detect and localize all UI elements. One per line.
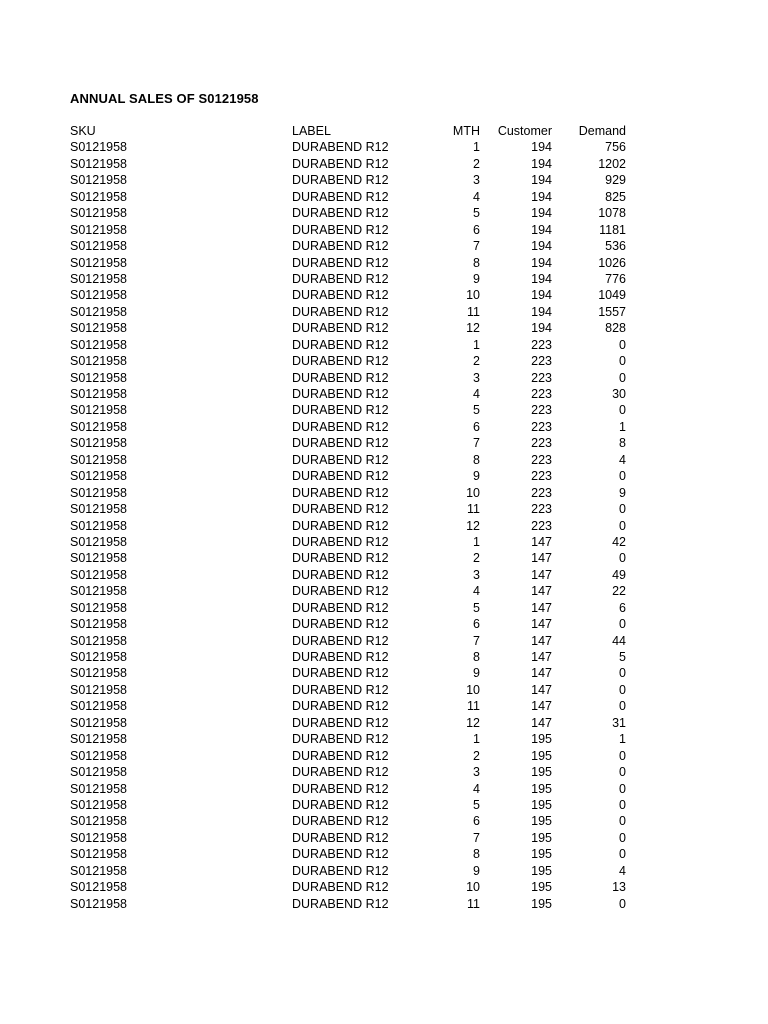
cell-label: DURABEND R12 (292, 880, 389, 895)
cell-sku: S0121958 (70, 896, 128, 911)
cell-sku: S0121958 (70, 354, 128, 369)
table-row (70, 896, 630, 912)
cell-label: DURABEND R12 (292, 173, 389, 188)
cell-sku: S0121958 (70, 140, 128, 155)
cell-demand: 9 (619, 485, 626, 500)
cell-mth: 5 (473, 797, 480, 812)
cell-label: DURABEND R12 (292, 699, 389, 714)
cell-customer: 223 (531, 452, 552, 467)
cell-demand: 0 (619, 518, 626, 533)
cell-mth: 1 (473, 140, 480, 155)
table-row (70, 813, 630, 829)
cell-demand: 4 (619, 452, 626, 467)
cell-sku: S0121958 (70, 206, 128, 221)
cell-label: DURABEND R12 (292, 255, 389, 270)
cell-customer: 195 (531, 847, 552, 862)
table-row (70, 238, 630, 254)
cell-customer: 195 (531, 863, 552, 878)
cell-label: DURABEND R12 (292, 748, 389, 763)
cell-sku: S0121958 (70, 682, 128, 697)
cell-customer: 147 (531, 682, 552, 697)
cell-label: DURABEND R12 (292, 239, 389, 254)
cell-label: DURABEND R12 (292, 863, 389, 878)
cell-label: DURABEND R12 (292, 518, 389, 533)
cell-demand: 0 (619, 699, 626, 714)
cell-mth: 5 (473, 403, 480, 418)
cell-mth: 5 (473, 600, 480, 615)
cell-sku: S0121958 (70, 452, 128, 467)
cell-mth: 4 (473, 189, 480, 204)
table-row (70, 304, 630, 320)
table-body (70, 139, 630, 912)
table-header (70, 123, 630, 139)
cell-mth: 4 (473, 584, 480, 599)
cell-sku: S0121958 (70, 288, 128, 303)
cell-demand: 0 (619, 682, 626, 697)
cell-sku: S0121958 (70, 173, 128, 188)
cell-customer: 195 (531, 797, 552, 812)
cell-mth: 10 (466, 288, 480, 303)
cell-customer: 195 (531, 896, 552, 911)
cell-label: DURABEND R12 (292, 189, 389, 204)
cell-demand: 0 (619, 748, 626, 763)
cell-sku: S0121958 (70, 650, 128, 664)
cell-customer: 194 (531, 140, 552, 155)
cell-mth: 10 (466, 880, 480, 895)
cell-customer: 195 (531, 814, 552, 829)
table-row (70, 534, 630, 550)
cell-customer: 223 (531, 370, 552, 385)
cell-sku: S0121958 (70, 469, 128, 484)
table-row (70, 485, 630, 501)
cell-mth: 8 (473, 452, 480, 467)
cell-demand: 22 (612, 584, 626, 599)
cell-customer: 223 (531, 337, 552, 352)
cell-customer: 194 (531, 156, 552, 171)
cell-demand: 1202 (598, 156, 626, 171)
table-row (70, 764, 630, 780)
cell-sku: S0121958 (70, 847, 128, 862)
table-row (70, 337, 630, 353)
table-row (70, 172, 630, 188)
cell-demand: 0 (619, 354, 626, 369)
cell-sku: S0121958 (70, 765, 128, 780)
table-row (70, 649, 630, 665)
cell-demand: 0 (619, 830, 626, 845)
cell-sku: S0121958 (70, 584, 128, 599)
cell-demand: 30 (612, 387, 626, 401)
cell-customer: 195 (531, 748, 552, 763)
cell-sku: S0121958 (70, 617, 128, 632)
cell-label: DURABEND R12 (292, 206, 389, 221)
cell-demand: 0 (619, 666, 626, 681)
cell-demand: 1026 (598, 255, 626, 270)
cell-label: DURABEND R12 (292, 584, 389, 599)
cell-demand: 6 (619, 600, 626, 615)
cell-label: DURABEND R12 (292, 666, 389, 681)
table-row (70, 715, 630, 731)
cell-label: DURABEND R12 (292, 502, 389, 517)
cell-label: DURABEND R12 (292, 403, 389, 418)
cell-demand: 0 (619, 551, 626, 566)
table-row (70, 797, 630, 813)
cell-label: DURABEND R12 (292, 485, 389, 500)
cell-sku: S0121958 (70, 387, 128, 401)
cell-customer: 195 (531, 765, 552, 780)
table-row (70, 731, 630, 747)
cell-mth: 1 (473, 337, 480, 352)
table-row (70, 222, 630, 238)
cell-demand: 42 (612, 534, 626, 549)
cell-mth: 6 (473, 617, 480, 632)
cell-mth: 7 (473, 436, 480, 451)
cell-customer: 147 (531, 715, 552, 730)
cell-mth: 7 (473, 239, 480, 254)
cell-customer: 223 (531, 436, 552, 451)
cell-label: DURABEND R12 (292, 551, 389, 566)
cell-label: DURABEND R12 (292, 847, 389, 862)
table-row (70, 370, 630, 386)
cell-customer: 195 (531, 781, 552, 796)
cell-customer: 194 (531, 173, 552, 188)
cell-customer: 195 (531, 880, 552, 895)
cell-customer: 194 (531, 239, 552, 254)
cell-demand: 0 (619, 847, 626, 862)
cell-mth: 6 (473, 814, 480, 829)
table-row (70, 205, 630, 221)
cell-mth: 11 (467, 896, 480, 911)
table-row (70, 698, 630, 714)
cell-sku: S0121958 (70, 715, 128, 730)
cell-mth: 2 (473, 551, 480, 566)
cell-label: DURABEND R12 (292, 896, 389, 911)
cell-label: DURABEND R12 (292, 617, 389, 632)
cell-mth: 6 (473, 222, 480, 237)
cell-label: DURABEND R12 (292, 288, 389, 303)
table-row (70, 830, 630, 846)
table-row (70, 452, 630, 468)
cell-label: DURABEND R12 (292, 140, 389, 155)
cell-sku: S0121958 (70, 534, 128, 549)
cell-mth: 3 (473, 173, 480, 188)
table-row (70, 468, 630, 484)
cell-label: DURABEND R12 (292, 534, 389, 549)
cell-label: DURABEND R12 (292, 387, 389, 401)
cell-sku: S0121958 (70, 222, 128, 237)
cell-sku: S0121958 (70, 699, 128, 714)
cell-sku: S0121958 (70, 436, 128, 451)
cell-demand: 1557 (598, 304, 626, 319)
cell-customer: 147 (531, 584, 552, 599)
cell-mth: 5 (473, 206, 480, 221)
cell-customer: 147 (531, 666, 552, 681)
cell-label: DURABEND R12 (292, 271, 389, 286)
cell-mth: 8 (473, 255, 480, 270)
cell-sku: S0121958 (70, 239, 128, 254)
cell-demand: 1 (619, 732, 626, 747)
cell-customer: 147 (531, 633, 552, 648)
cell-demand: 4 (619, 863, 626, 878)
cell-mth: 3 (473, 370, 480, 385)
cell-sku: S0121958 (70, 419, 128, 434)
cell-demand: 49 (612, 567, 626, 582)
cell-mth: 1 (473, 534, 480, 549)
sales-table (70, 123, 630, 912)
cell-sku: S0121958 (70, 781, 128, 796)
column-header-mth: MTH (452, 124, 480, 138)
cell-demand: 13 (612, 880, 626, 895)
cell-demand: 828 (605, 321, 626, 336)
cell-demand: 0 (619, 781, 626, 796)
cell-demand: 0 (619, 617, 626, 632)
cell-mth: 12 (466, 321, 480, 336)
table-row (70, 419, 630, 435)
cell-sku: S0121958 (70, 337, 128, 352)
cell-label: DURABEND R12 (292, 650, 389, 664)
table-row (70, 748, 630, 764)
table-row (70, 189, 630, 205)
cell-sku: S0121958 (70, 797, 128, 812)
cell-customer: 223 (531, 387, 552, 401)
cell-customer: 147 (531, 534, 552, 549)
cell-demand: 1049 (598, 288, 626, 303)
table-row (70, 402, 630, 418)
cell-customer: 147 (531, 617, 552, 632)
cell-mth: 3 (473, 765, 480, 780)
cell-customer: 223 (531, 502, 552, 517)
cell-label: DURABEND R12 (292, 830, 389, 845)
column-header-sku: SKU (70, 124, 96, 138)
table-row (70, 287, 630, 303)
cell-label: DURABEND R12 (292, 304, 389, 319)
cell-customer: 195 (531, 830, 552, 845)
cell-demand: 0 (619, 469, 626, 484)
cell-customer: 195 (531, 732, 552, 747)
cell-demand: 0 (619, 502, 626, 517)
cell-mth: 6 (473, 419, 480, 434)
table-row (70, 863, 630, 879)
table-row (70, 879, 630, 895)
table-row (70, 320, 630, 336)
cell-demand: 0 (619, 814, 626, 829)
cell-demand: 756 (605, 140, 626, 155)
cell-sku: S0121958 (70, 880, 128, 895)
cell-mth: 11 (467, 304, 480, 319)
cell-sku: S0121958 (70, 633, 128, 648)
cell-sku: S0121958 (70, 600, 128, 615)
cell-label: DURABEND R12 (292, 337, 389, 352)
cell-label: DURABEND R12 (292, 814, 389, 829)
cell-label: DURABEND R12 (292, 354, 389, 369)
table-row (70, 435, 630, 451)
table-row (70, 633, 630, 649)
table-row (70, 616, 630, 632)
table-row (70, 781, 630, 797)
cell-mth: 3 (473, 567, 480, 582)
cell-label: DURABEND R12 (292, 222, 389, 237)
cell-demand: 536 (605, 239, 626, 254)
cell-customer: 223 (531, 403, 552, 418)
table-row (70, 550, 630, 566)
cell-sku: S0121958 (70, 485, 128, 500)
cell-label: DURABEND R12 (292, 781, 389, 796)
cell-sku: S0121958 (70, 156, 128, 171)
cell-label: DURABEND R12 (292, 452, 389, 467)
table-row (70, 156, 630, 172)
table-row (70, 271, 630, 287)
cell-sku: S0121958 (70, 255, 128, 270)
cell-customer: 223 (531, 469, 552, 484)
cell-mth: 7 (473, 830, 480, 845)
cell-demand: 44 (612, 633, 626, 648)
cell-demand: 825 (605, 189, 626, 204)
cell-sku: S0121958 (70, 748, 128, 763)
table-row (70, 846, 630, 862)
cell-customer: 223 (531, 485, 552, 500)
cell-customer: 147 (531, 699, 552, 714)
cell-sku: S0121958 (70, 370, 128, 385)
cell-mth: 11 (467, 699, 480, 714)
cell-label: DURABEND R12 (292, 156, 389, 171)
cell-sku: S0121958 (70, 863, 128, 878)
cell-mth: 10 (466, 682, 480, 697)
cell-customer: 194 (531, 189, 552, 204)
cell-label: DURABEND R12 (292, 797, 389, 812)
cell-mth: 4 (473, 781, 480, 796)
table-row (70, 665, 630, 681)
cell-demand: 1 (619, 419, 626, 434)
cell-mth: 2 (473, 748, 480, 763)
cell-sku: S0121958 (70, 567, 128, 582)
cell-label: DURABEND R12 (292, 732, 389, 747)
cell-customer: 147 (531, 600, 552, 615)
table-row (70, 139, 630, 155)
cell-demand: 0 (619, 337, 626, 352)
cell-label: DURABEND R12 (292, 715, 389, 730)
table-row (70, 386, 630, 402)
cell-sku: S0121958 (70, 666, 128, 681)
cell-label: DURABEND R12 (292, 633, 389, 648)
cell-mth: 9 (473, 666, 480, 681)
table-row (70, 682, 630, 698)
cell-demand: 1181 (599, 222, 626, 237)
cell-demand: 5 (619, 650, 626, 664)
cell-customer: 194 (531, 271, 552, 286)
cell-mth: 8 (473, 650, 480, 664)
cell-sku: S0121958 (70, 403, 128, 418)
cell-demand: 1078 (598, 206, 626, 221)
cell-demand: 0 (619, 797, 626, 812)
cell-customer: 194 (531, 222, 552, 237)
cell-customer: 223 (531, 419, 552, 434)
cell-mth: 10 (466, 485, 480, 500)
cell-label: DURABEND R12 (292, 600, 389, 615)
cell-mth: 4 (473, 387, 480, 401)
column-header-demand: Demand (578, 124, 626, 138)
cell-mth: 7 (473, 633, 480, 648)
cell-customer: 147 (531, 567, 552, 582)
cell-customer: 194 (531, 321, 552, 336)
cell-customer: 194 (531, 304, 552, 319)
cell-customer: 147 (531, 650, 552, 664)
column-header-label: LABEL (292, 124, 331, 138)
cell-demand: 31 (612, 715, 626, 730)
cell-sku: S0121958 (70, 732, 128, 747)
cell-mth: 2 (473, 156, 480, 171)
cell-sku: S0121958 (70, 189, 128, 204)
cell-mth: 2 (473, 354, 480, 369)
table-row (70, 518, 630, 534)
cell-mth: 9 (473, 271, 480, 286)
cell-mth: 12 (466, 518, 480, 533)
table-row (70, 600, 630, 616)
cell-label: DURABEND R12 (292, 321, 389, 336)
cell-demand: 929 (605, 173, 626, 188)
cell-demand: 8 (619, 436, 626, 451)
table-row (70, 501, 630, 517)
cell-mth: 9 (473, 469, 480, 484)
cell-sku: S0121958 (70, 814, 128, 829)
table-row (70, 255, 630, 271)
cell-customer: 194 (531, 288, 552, 303)
cell-mth: 1 (473, 732, 480, 747)
cell-sku: S0121958 (70, 304, 128, 319)
cell-demand: 0 (619, 896, 626, 911)
cell-customer: 223 (531, 518, 552, 533)
document-title: ANNUAL SALES OF S0121958 (70, 91, 259, 106)
cell-sku: S0121958 (70, 321, 128, 336)
cell-sku: S0121958 (70, 518, 128, 533)
cell-demand: 0 (619, 370, 626, 385)
cell-label: DURABEND R12 (292, 370, 389, 385)
cell-customer: 194 (531, 255, 552, 270)
cell-sku: S0121958 (70, 830, 128, 845)
cell-mth: 9 (473, 863, 480, 878)
cell-mth: 8 (473, 847, 480, 862)
cell-demand: 776 (605, 271, 626, 286)
cell-mth: 12 (466, 715, 480, 730)
cell-customer: 223 (531, 354, 552, 369)
cell-customer: 194 (531, 206, 552, 221)
table-row (70, 567, 630, 583)
cell-label: DURABEND R12 (292, 436, 389, 451)
table-row (70, 353, 630, 369)
cell-customer: 147 (531, 551, 552, 566)
cell-mth: 11 (467, 502, 480, 517)
cell-label: DURABEND R12 (292, 682, 389, 697)
cell-demand: 0 (619, 765, 626, 780)
cell-demand: 0 (619, 403, 626, 418)
cell-sku: S0121958 (70, 271, 128, 286)
cell-label: DURABEND R12 (292, 469, 389, 484)
cell-label: DURABEND R12 (292, 765, 389, 780)
table-row (70, 583, 630, 599)
column-header-customer: Customer (497, 124, 552, 138)
cell-label: DURABEND R12 (292, 419, 389, 434)
cell-label: DURABEND R12 (292, 567, 389, 582)
cell-sku: S0121958 (70, 502, 128, 517)
cell-sku: S0121958 (70, 551, 128, 566)
